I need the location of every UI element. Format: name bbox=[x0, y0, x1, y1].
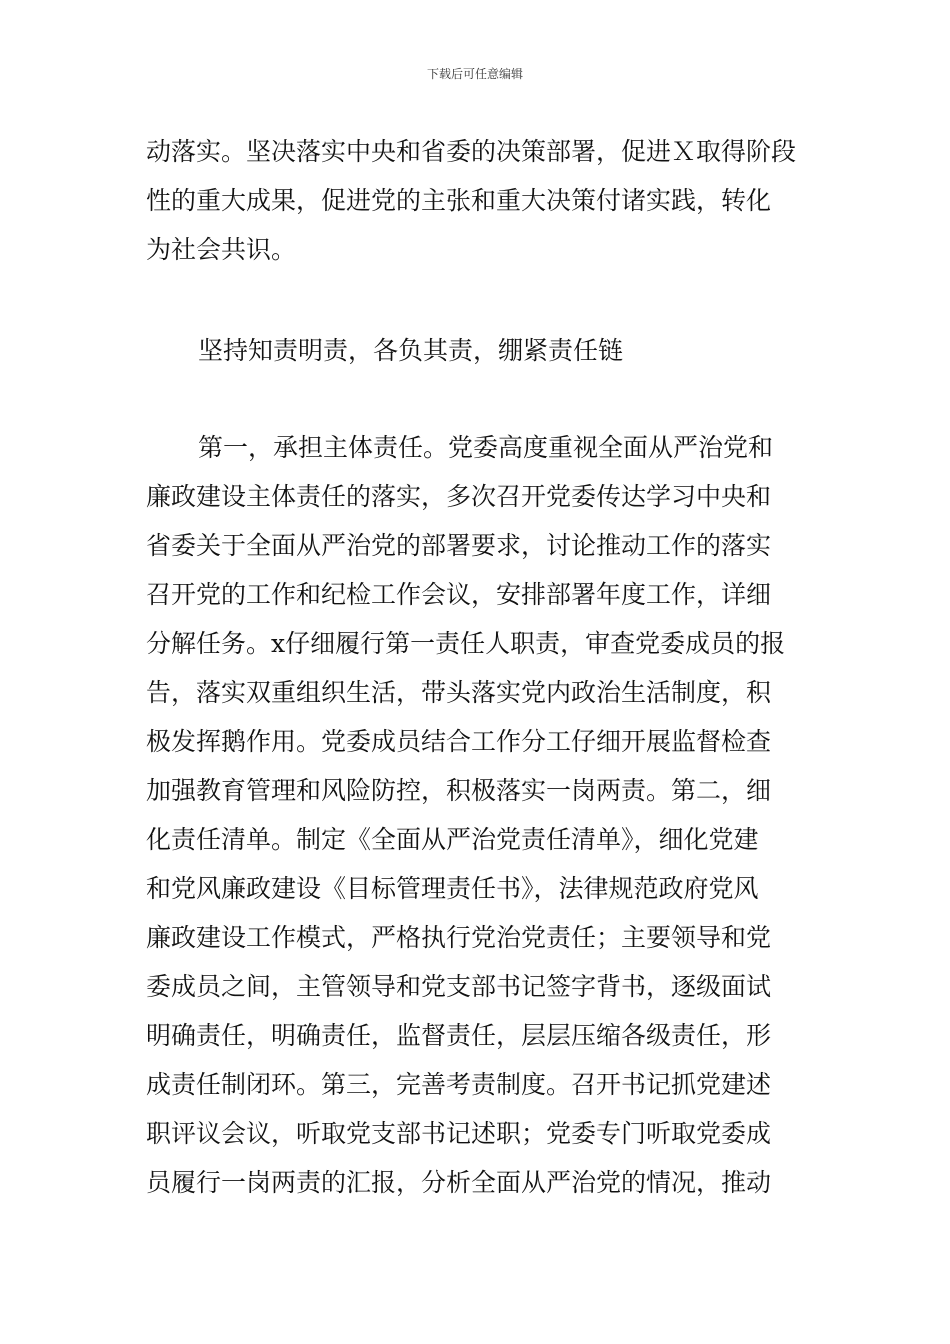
text-line: 告，落实双重组织生活，带头落实党内政治生活制度，积 bbox=[146, 678, 772, 707]
header-note: 下载后可任意编辑 bbox=[426, 67, 523, 81]
text-line: 员履行一岗两责的汇报，分析全面从严治党的情况，推动 bbox=[146, 1168, 772, 1197]
text-line: 廉政建设主体责任的落实，多次召开党委传达学习中央和 bbox=[146, 482, 772, 511]
text-line: 廉政建设工作模式，严格执行党治党责任；主要领导和党 bbox=[146, 923, 772, 952]
text-line: 委成员之间，主管领导和党支部书记签字背书，逐级面试 bbox=[146, 972, 772, 1001]
text-line: 成责任制闭环。第三，完善考责制度。召开书记抓党建述 bbox=[146, 1070, 772, 1099]
text-line: 性的重大成果，促进党的主张和重大决策付诸实践，转化 bbox=[146, 186, 772, 215]
text-line: 明确责任，明确责任，监督责任，层层压缩各级责任，形 bbox=[146, 1021, 772, 1050]
paragraph-2 bbox=[146, 423, 810, 1207]
section-heading bbox=[146, 326, 810, 375]
text-line: 职评议会议，听取党支部书记述职；党委专门听取党委成 bbox=[146, 1119, 772, 1148]
text-line: 加强教育管理和风险防控，积极落实一岗两责。第二，细 bbox=[146, 776, 772, 805]
text-line: 省委关于全面从严治党的部署要求，讨论推动工作的落实 bbox=[146, 531, 772, 560]
text-line: 极发挥鹅作用。党委成员结合工作分工仔细开展监督检查 bbox=[146, 727, 772, 756]
text-line: 化责任清单。制定《全面从严治党责任清单》，细化党建 bbox=[146, 825, 759, 854]
text-line: 分解任务。x仔细履行第一责任人职责，审查党委成员的报 bbox=[146, 629, 786, 658]
text-line: 动落实。坚决落实中央和省委的决策部署，促进Ｘ取得阶段 bbox=[146, 137, 797, 166]
text-line: 和党风廉政建设《目标管理责任书》，法律规范政府党风 bbox=[146, 874, 759, 903]
text-line: 召开党的工作和纪检工作会议，安排部署年度工作，详细 bbox=[146, 580, 772, 609]
heading-line: 坚持知责明责，各负其责，绷紧责任链 bbox=[198, 336, 624, 365]
text-line: 为社会共识。 bbox=[146, 235, 297, 264]
paragraph-1 bbox=[146, 127, 810, 274]
text-line: 第一，承担主体责任。党委高度重视全面从严治党和 bbox=[198, 433, 774, 462]
